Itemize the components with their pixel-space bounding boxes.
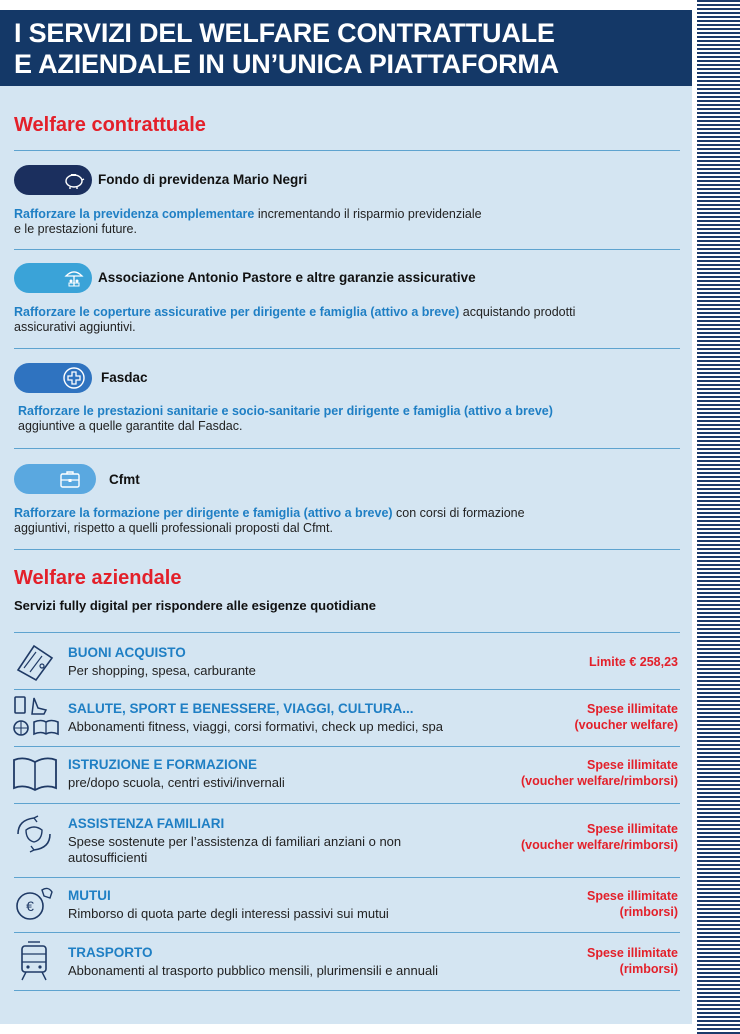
euro-coin-icon [14, 884, 58, 924]
item-desc-fasdac [18, 404, 688, 434]
medical-cross-icon [62, 366, 86, 390]
divider [14, 877, 680, 878]
header-line-1: I SERVIZI DEL WELFARE CONTRATTUALE [14, 18, 555, 48]
service-desc-trasporto: Abbonamenti al trasporto pubblico mensili, plurimensili e annuali [68, 963, 438, 978]
item-title-cfmt: Cfmt [109, 472, 140, 487]
open-book-icon [12, 754, 58, 794]
divider [14, 150, 680, 151]
leisure-icons [12, 694, 62, 738]
service-limit-line1: Spese illimitate [586, 702, 678, 716]
service-desc-istruzione: pre/dopo scuola, centri estivi/invernali [68, 775, 285, 790]
pill-badge-cfmt [14, 464, 96, 494]
service-limit-salute [574, 701, 678, 733]
item-desc-highlight: Rafforzare le coperture assicurative per dirigente e famiglia (attivo a breve) [14, 305, 460, 319]
service-limit-istruzione [521, 757, 678, 789]
service-desc-assistenza: Spese sostenute per l’assistenza di familiari anziani o non autosufficienti [68, 834, 402, 865]
header-line-2: E AZIENDALE IN UN’UNICA PIATTAFORMA [14, 49, 559, 79]
item-desc-cfmt [14, 506, 684, 536]
pill-badge-mario-negri [14, 165, 92, 195]
divider [14, 932, 680, 933]
divider [14, 549, 680, 550]
service-limit-buoni [589, 654, 678, 670]
item-desc-text-line2: assicurativi aggiuntivi. [14, 320, 136, 334]
service-limit-mutui [587, 888, 678, 920]
service-title-buoni: BUONI ACQUISTO [68, 645, 186, 660]
divider [14, 803, 680, 804]
item-desc-mario-negri [14, 207, 684, 237]
service-title-trasporto: TRASPORTO [68, 945, 153, 960]
voucher-icon [12, 640, 56, 684]
service-title-assistenza: ASSISTENZA FAMILIARI [68, 816, 225, 831]
item-title-mario-negri: Fondo di previdenza Mario Negri [98, 172, 308, 187]
service-title-salute: SALUTE, SPORT E BENESSERE, VIAGGI, CULTURA... [68, 701, 414, 716]
service-title-mutui: MUTUI [68, 888, 111, 903]
briefcase-icon [58, 467, 82, 491]
service-title-istruzione: ISTRUZIONE E FORMAZIONE [68, 757, 257, 772]
service-limit-line2: (voucher welfare) [574, 718, 678, 732]
section-title-contrattuale: Welfare contrattuale [14, 114, 206, 136]
item-desc-text-line2: aggiuntive a quelle garantite dal Fasdac. [18, 419, 243, 433]
section-title-aziendale: Welfare aziendale [14, 567, 182, 589]
item-desc-highlight: Rafforzare la formazione per dirigente e famiglia (attivo a breve) [14, 506, 393, 520]
item-desc-highlight: Rafforzare le prestazioni sanitarie e socio-sanitarie per dirigente e famiglia (attivo a breve) [18, 404, 553, 418]
page-header [0, 10, 692, 86]
service-limit-line1: Spese illimitate [586, 758, 678, 772]
item-desc-text: con corsi di formazione [392, 506, 525, 520]
item-desc-pastore [14, 305, 684, 335]
svg-text:€: € [26, 898, 34, 914]
item-title-pastore: Associazione Antonio Pastore e altre garanzie assicurative [98, 270, 476, 285]
item-desc-text-line2: e le prestazioni future. [14, 222, 137, 236]
divider [14, 348, 680, 349]
train-icon [16, 940, 52, 982]
service-limit-line1: Limite € 258,23 [589, 655, 678, 669]
service-limit-line1: Spese illimitate [586, 946, 678, 960]
item-desc-text: incrementando il risparmio previdenziale [254, 207, 482, 221]
service-limit-line2: (rimborsi) [619, 905, 678, 919]
pill-badge-pastore [14, 263, 92, 293]
service-desc-mutui: Rimborso di quota parte degli interessi passivi sui mutui [68, 906, 389, 921]
piggy-bank-icon [62, 168, 86, 192]
service-desc-buoni: Per shopping, spesa, carburante [68, 663, 256, 678]
service-limit-line1: Spese illimitate [586, 822, 678, 836]
divider [14, 448, 680, 449]
service-limit-line1: Spese illimitate [586, 889, 678, 903]
service-limit-assistenza [521, 821, 678, 853]
item-desc-highlight: Rafforzare la previdenza complementare [14, 207, 255, 221]
service-limit-line2: (rimborsi) [619, 962, 678, 976]
service-limit-line2: (voucher welfare/rimborsi) [521, 838, 678, 852]
item-desc-text-line2: aggiuntivi, rispetto a quelli professionali proposti dal Cfmt. [14, 521, 333, 535]
pill-badge-fasdac [14, 363, 92, 393]
divider [14, 632, 680, 633]
decorative-stripes [697, 0, 740, 1034]
divider [14, 249, 680, 250]
section-subtitle-aziendale: Servizi fully digital per rispondere alle esigenze quotidiane [14, 598, 376, 613]
divider [14, 689, 680, 690]
divider [14, 990, 680, 991]
caring-hands-icon [12, 812, 56, 856]
family-umbrella-icon [62, 266, 86, 290]
service-limit-trasporto [587, 945, 678, 977]
item-title-fasdac: Fasdac [101, 370, 148, 385]
service-limit-line2: (voucher welfare/rimborsi) [521, 774, 678, 788]
service-desc-salute: Abbonamenti fitness, viaggi, corsi formativi, check up medici, spa [68, 719, 444, 734]
item-desc-text: acquistando prodotti [459, 305, 576, 319]
divider [14, 746, 680, 747]
